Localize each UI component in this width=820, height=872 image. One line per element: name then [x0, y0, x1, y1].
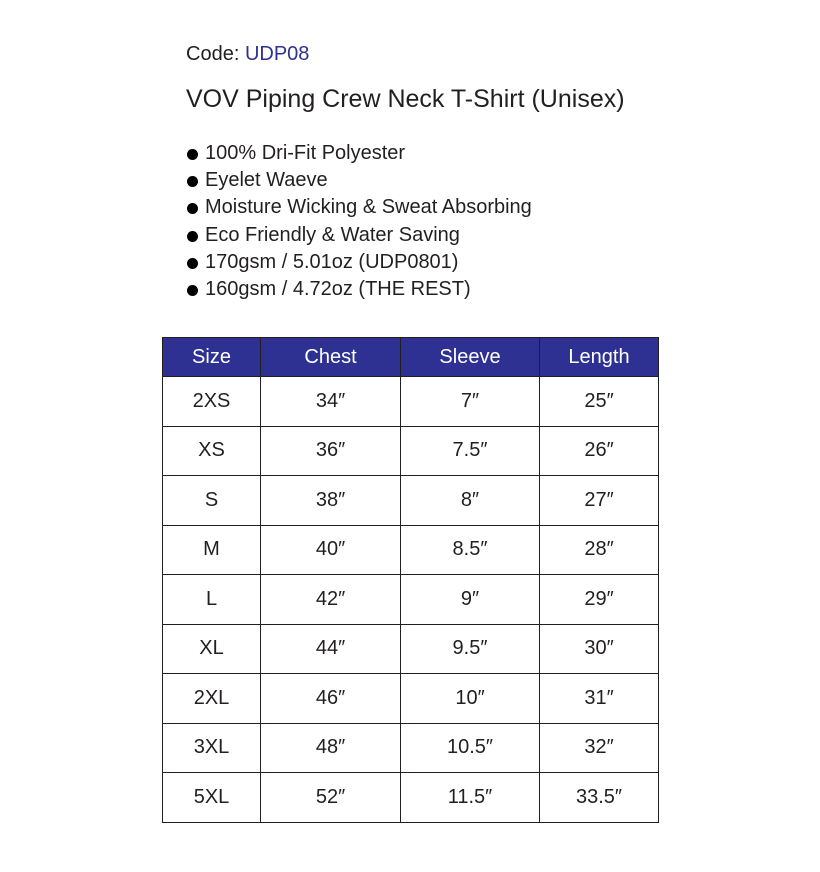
cell-chest: 44″: [261, 624, 401, 674]
cell-length: 25″: [540, 377, 659, 427]
bullet-icon: [187, 203, 198, 214]
cell-size: XL: [163, 624, 261, 674]
bullet-icon: [187, 149, 198, 160]
cell-sleeve: 10.5″: [401, 723, 540, 773]
column-header-size: Size: [163, 338, 261, 377]
cell-sleeve: 7″: [401, 377, 540, 427]
cell-size: XS: [163, 426, 261, 476]
cell-sleeve: 8″: [401, 476, 540, 526]
bullet-icon: [187, 285, 198, 296]
feature-item: [186, 140, 532, 167]
feature-text: 100% Dri-Fit Polyester: [205, 142, 406, 164]
feature-text: Eyelet Waeve: [205, 169, 328, 192]
cell-length: 30″: [540, 624, 659, 674]
cell-sleeve: 8.5″: [401, 525, 540, 575]
table-row: [163, 476, 659, 526]
cell-sleeve: 11.5″: [401, 773, 540, 823]
feature-item: [186, 276, 532, 303]
cell-length: 31″: [540, 674, 659, 724]
cell-chest: 34″: [261, 377, 401, 427]
cell-size: L: [163, 575, 261, 625]
cell-size: M: [163, 525, 261, 575]
cell-size: 5XL: [163, 773, 261, 823]
feature-item: [186, 167, 532, 194]
feature-text: 170gsm / 5.01oz (UDP0801): [205, 250, 459, 273]
bullet-icon: [187, 231, 198, 242]
cell-sleeve: 9″: [401, 575, 540, 625]
cell-size: 2XS: [163, 377, 261, 427]
cell-chest: 36″: [261, 426, 401, 476]
column-header-chest: Chest: [261, 338, 401, 377]
product-code-value: UDP08: [244, 43, 310, 65]
column-header-sleeve: Sleeve: [401, 338, 540, 377]
feature-text: 160gsm / 4.72oz (THE REST): [205, 277, 471, 300]
table-row: [163, 773, 659, 823]
feature-text: Moisture Wicking & Sweat Absorbing: [205, 196, 532, 219]
cell-length: 27″: [540, 476, 659, 526]
feature-item: [186, 194, 532, 221]
cell-chest: 40″: [261, 525, 401, 575]
column-header-length: Length: [540, 338, 659, 377]
cell-chest: 38″: [261, 476, 401, 526]
feature-item: [186, 249, 532, 276]
cell-chest: 52″: [261, 773, 401, 823]
bullet-icon: [187, 176, 198, 187]
cell-length: 29″: [540, 575, 659, 625]
table-row: [163, 575, 659, 625]
cell-sleeve: 10″: [401, 674, 540, 724]
cell-sleeve: 7.5″: [401, 426, 540, 476]
cell-size: 3XL: [163, 723, 261, 773]
table-row: [163, 624, 659, 674]
cell-chest: 46″: [261, 674, 401, 724]
cell-length: 28″: [540, 525, 659, 575]
feature-text: Eco Friendly & Water Saving: [205, 223, 460, 246]
cell-length: 33.5″: [540, 773, 659, 823]
table-row: [163, 377, 659, 427]
table-header-row: [163, 338, 659, 377]
feature-item: [186, 222, 532, 249]
cell-chest: 42″: [261, 575, 401, 625]
size-chart-table: [162, 337, 659, 823]
cell-size: S: [163, 476, 261, 526]
bullet-icon: [187, 258, 198, 269]
product-title: VOV Piping Crew Neck T-Shirt (Unisex): [186, 85, 625, 113]
cell-length: 32″: [540, 723, 659, 773]
table-row: [163, 723, 659, 773]
table-row: [163, 525, 659, 575]
cell-sleeve: 9.5″: [401, 624, 540, 674]
cell-size: 2XL: [163, 674, 261, 724]
product-code-label: Code:: [186, 43, 240, 65]
table-row: [163, 426, 659, 476]
table-row: [163, 674, 659, 724]
product-code: [186, 42, 309, 66]
feature-list: [186, 140, 532, 303]
cell-length: 26″: [540, 426, 659, 476]
cell-chest: 48″: [261, 723, 401, 773]
